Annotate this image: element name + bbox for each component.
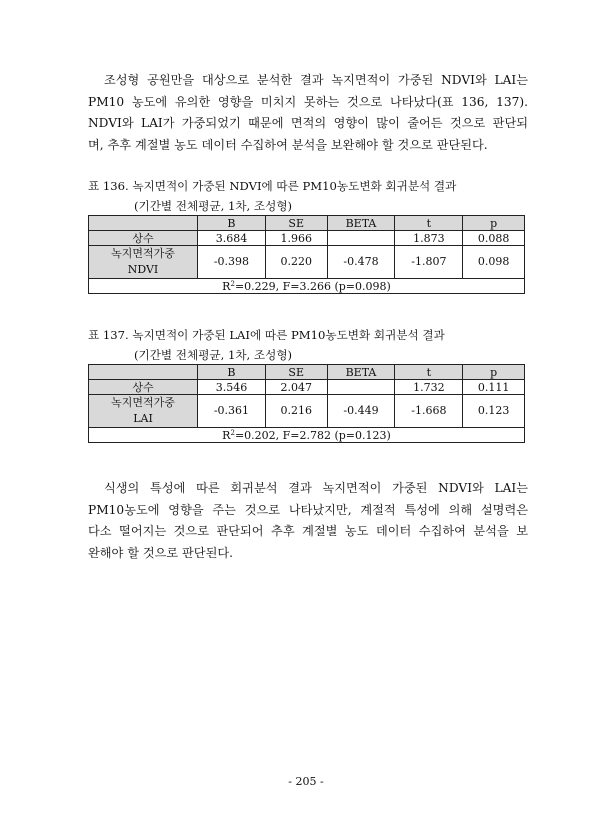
header-cell-se: SE (265, 365, 327, 380)
cell-t: -1.807 (395, 246, 463, 279)
row-label-line1: 녹지면적가중 (111, 247, 175, 260)
header-cell-empty (89, 365, 198, 380)
cell-t: -1.668 (395, 395, 463, 428)
paragraph-line: 식생의 특성에 따른 회귀분석 결과 녹지면적이 가중된 NDVI와 LAI는 (104, 481, 528, 495)
paragraph-line: 완해야 할 것으로 판단된다. (88, 545, 234, 560)
cell-beta: -0.478 (327, 246, 395, 279)
table-137-subcaption: (기간별 전체평균, 1차, 조성형) (134, 348, 293, 362)
cell-beta (327, 380, 395, 395)
row-label: 상수 (89, 380, 198, 395)
row-label (89, 395, 198, 428)
paragraph-line: 다소 떨어지는 것으로 판단되어 추후 계절별 농도 데이터 수집하여 분석을 보 (88, 524, 528, 538)
cell-p: 0.111 (463, 380, 525, 395)
table-136 (88, 215, 525, 294)
row-label (89, 246, 198, 279)
header-cell-beta: BETA (327, 365, 395, 380)
paragraph-intro (88, 70, 528, 156)
cell-b: 3.546 (198, 380, 266, 395)
cell-t: 1.732 (395, 380, 463, 395)
cell-se: 0.216 (265, 395, 327, 428)
cell-p: 0.088 (463, 231, 525, 246)
paragraph-line: NDVI와 LAI가 가중되었기 때문에 면적의 영향이 많이 줄어든 것으로 판단되 (88, 116, 528, 130)
header-cell-t: t (395, 365, 463, 380)
table-136-subcaption: (기간별 전체평균, 1차, 조성형) (134, 199, 293, 213)
table-row (89, 246, 525, 279)
cell-b: -0.398 (198, 246, 266, 279)
table-footer-row (89, 428, 525, 443)
table-137-caption: 표 137. 녹지면적이 가중된 LAI에 따른 PM10농도변화 회귀분석 결과 (88, 328, 445, 342)
paragraph-line: PM10농도에 영향을 주는 것으로 나타났지만, 계절적 특성에 의해 설명력은 (88, 502, 528, 517)
table-footer-row (89, 279, 525, 294)
row-label-line2: NDVI (127, 263, 159, 276)
cell-se: 0.220 (265, 246, 327, 279)
table-row (89, 231, 525, 246)
header-cell-p: p (463, 365, 525, 380)
paragraph-line: PM10 농도에 유의한 영향을 미치지 못하는 것으로 나타났다(표 136, 137). (88, 94, 528, 109)
paragraph-line: 며, 추후 계절별 농도 데이터 수집하여 분석을 보완해야 할 것으로 판단된다. (88, 137, 488, 152)
cell-beta: -0.449 (327, 395, 395, 428)
model-fit-stats: $R^2=0.229$, F=3.266 (p=0.098) (89, 279, 525, 294)
row-label-line2: LAI (133, 412, 153, 425)
header-cell-empty (89, 216, 198, 231)
page-number: - 205 - (288, 775, 324, 788)
header-cell-b: B (198, 365, 266, 380)
cell-b: 3.684 (198, 231, 266, 246)
cell-b: -0.361 (198, 395, 266, 428)
cell-p: 0.098 (463, 246, 525, 279)
row-label-line1: 녹지면적가중 (111, 396, 175, 409)
table-header-row (89, 216, 525, 231)
header-cell-t: t (395, 216, 463, 231)
table-row (89, 395, 525, 428)
row-label: 상수 (89, 231, 198, 246)
table-header-row (89, 365, 525, 380)
table-137 (88, 364, 525, 443)
header-cell-b: B (198, 216, 266, 231)
paragraph-conclusion (88, 478, 528, 564)
cell-beta (327, 231, 395, 246)
cell-p: 0.123 (463, 395, 525, 428)
table-136-caption: 표 136. 녹지면적이 가중된 NDVI에 따른 PM10농도변화 회귀분석 결과 (88, 179, 457, 193)
cell-t: 1.873 (395, 231, 463, 246)
header-cell-p: p (463, 216, 525, 231)
table-row (89, 380, 525, 395)
cell-se: 2.047 (265, 380, 327, 395)
paragraph-line: 조성형 공원만을 대상으로 분석한 결과 녹지면적이 가중된 NDVI와 LAI는 (104, 73, 528, 87)
cell-se: 1.966 (265, 231, 327, 246)
header-cell-beta: BETA (327, 216, 395, 231)
header-cell-se: SE (265, 216, 327, 231)
model-fit-stats: $R^2=0.202$, F=2.782 (p=0.123) (89, 428, 525, 443)
